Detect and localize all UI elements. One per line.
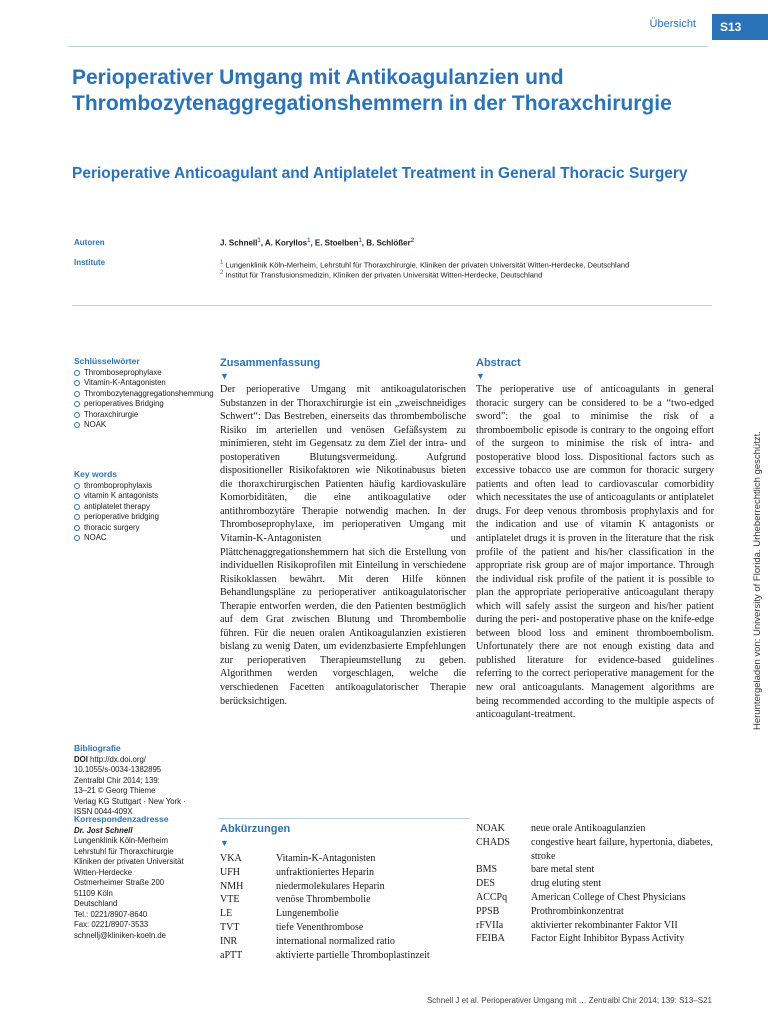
abbreviation-row — [220, 921, 470, 935]
abbr-key: CHADS — [476, 836, 510, 848]
keyword: Thrombozytenaggregationshemmung — [74, 389, 214, 400]
abbreviations-table-right — [476, 822, 716, 946]
abbreviations-heading: Abkürzungen — [220, 823, 291, 835]
author-affiliation: 1 — [307, 238, 311, 244]
address-line: Deutschland — [74, 899, 118, 908]
abbr-key: DES — [476, 878, 495, 890]
section-label: Übersicht — [649, 18, 696, 30]
abbr-key: ACCPq — [476, 891, 508, 903]
download-notice — [750, 350, 766, 730]
institute-number: 2 — [220, 270, 224, 276]
abbr-value: unfraktioniertes Heparin — [276, 866, 375, 878]
author-name: E. Stoelben — [314, 238, 359, 248]
keyword: perioperative bridging — [74, 512, 214, 523]
email-link[interactable]: schnellj@kliniken-koeln.de — [74, 930, 166, 940]
authors-label: Autoren — [74, 238, 105, 247]
abbr-key: TVT — [220, 921, 240, 933]
author-affiliation: 1 — [257, 238, 261, 244]
abbreviations-divider — [218, 818, 470, 819]
zusammenfassung-text: Der perioperative Umgang mit antikoagulatorischen Substanzen in der Thoraxchirurgie ist ein „zweischneidiges Schwert“: Das Bestreben, einerseits das thrombembolische Risiko im arteriellen und venösen Gefäßsystem zu minimieren, steht im Gegensatz zu dem Ziel der intra- und postoperativen Blutungsvermeidung. Aufgrund dispositioneller Risikofaktoren wie Nikotinabusus bieten die thoraxchirurgischen Patienten häufig kardiovaskuläre Komorbiditäten, die eine antikoagulative oder antithrombozytäre Therapie notwendig machen. In der Thromboseprophylaxe, im perioperativen Umgang mit Vitamin-K-Antagonisten und Plättchenaggregationshemmern hat sich die Erstellung von individuellen Risikoprofilen mit Einteilung in verschiedene Risikoklassen bewährt. Mit deren Hilfe können Behandlungspläne zu perioperativer antikoagulatorischer Therapie entworfen werden, die den Patienten bestmöglich auf dem Grat zwischen Blutung und Thrombembolie führen. Für die neuen oralen Antikoagulanzien existieren bislang zu wenig Daten, um evidenzbasierte Empfehlungen zur perioperativen Therapieumstellung zu geben. Algorithmen werden vorgeschlagen, welche die verschiedenen Facetten antikoagulatorischer Therapie berücksichtigen. — [220, 384, 466, 707]
bib-line: Zentralbl Chir 2014; 139: — [74, 775, 160, 785]
abbr-value: aktivierte partielle Thromboplastinzeit — [276, 949, 430, 961]
abbreviation-row — [476, 836, 716, 864]
address-line: Ostmerheimer Straße 200 — [74, 878, 165, 887]
abbreviations-table-left — [220, 852, 470, 962]
abbr-key: INR — [220, 935, 238, 947]
correspondence-name: Dr. Jost Schnell — [74, 825, 133, 835]
address-line: Witten-Herdecke — [74, 867, 133, 877]
abbr-key: NOAK — [476, 823, 505, 834]
institute-text: Institut für Transfusionsmedizin, Kliniken der privaten Universität Witten-Herdecke, Deutschland — [225, 270, 543, 280]
keyword: thromboprophylaxis — [74, 481, 214, 492]
abbr-key: PPSB — [476, 905, 500, 917]
header-rule — [68, 0, 708, 47]
bib-line: Verlag KG Stuttgart · New York · — [74, 796, 186, 806]
abbr-value: Vitamin-K-Antagonisten — [276, 853, 376, 864]
author-name: J. Schnell — [220, 238, 258, 248]
abstract-text: The perioperative use of anticoagulants in general thoracic surgery can be considered to be a “two-edged sword”: the goal to minimise the risk of a thromboembolic episode is contrary to the ongoing effort of the surgeon to minimise the risk of intra- and postoperative blood loss. Dispositional factors such as excessive tobacco use are common for thoracic surgery patients and often lead to cardiovascular comorbidity which necessitates the use of anticoagulants or antiplatelet drugs. For deep venous thrombosis prophylaxis and for the indication and use of vitamin K antagonists or antiplatelet drugs it is proven in the literature that the risk profile of the patient and his/her classification in the appropriate risk group are of major importance. Through the individual risk profile of the patient it is possible to plan the appropriate perioperative anticoagulant therapy which will safely assist the surgeon and his/her patient during the peri- and postoperative phase on the knife-edge between blood loss and eminent thromboembolism. Unfortunately there are not enough existing data and published literature for evidence-based guidelines referring to the correct perioperative management for the new oral anticoagulants. Management algorithms are being recommended according to the multiple aspects of anticoagulant-treatment. — [476, 384, 714, 721]
zusammenfassung-heading: Zusammenfassung — [220, 357, 321, 369]
abbreviation-row — [476, 877, 716, 891]
author-list: J. Schnell$^1$, A. Koryllos$^1$, E. Stoelben$^1$, B. Schlößer$^2$ — [220, 238, 415, 248]
abbr-value: drug eluting stent — [531, 878, 601, 890]
author-name: A. Koryllos — [264, 238, 308, 248]
institute-2 — [220, 268, 542, 281]
abbr-value: Lungenembolie — [276, 908, 339, 920]
keywords-de-heading: Schlüsselwörter — [74, 356, 140, 366]
abbreviation-row — [476, 863, 716, 877]
abbr-value: neue orale Antikoagulanzien — [531, 823, 646, 834]
abbreviation-row — [476, 891, 716, 905]
address-line: Lungenklinik Köln-Merheim — [74, 836, 169, 845]
correspondence-heading: Korrespondenzadresse — [74, 814, 169, 824]
bibliography — [74, 743, 214, 818]
abbreviation-row — [220, 880, 470, 894]
doi-link[interactable]: http://dx.doi.org/ — [90, 754, 146, 764]
abbreviation-row — [476, 905, 716, 919]
author-affiliation: 1 — [358, 238, 362, 244]
abbr-value: tiefe Venenthrombose — [276, 921, 364, 933]
abbr-key: rFVIIa — [476, 919, 504, 931]
institutes-label: Institute — [74, 258, 106, 267]
address-line: Lehrstuhl für Thoraxchirurgie — [74, 846, 174, 856]
institute-number: 1 — [220, 260, 224, 266]
abbr-key: UFH — [220, 866, 241, 878]
bib-line: 13–21 © Georg Thieme — [74, 786, 156, 795]
abbr-key: VKA — [220, 853, 242, 864]
abbreviation-row — [220, 935, 470, 949]
keyword: Thromboseprophylaxe — [74, 368, 214, 379]
keyword: thoracic surgery — [74, 523, 214, 534]
address-line: Kliniken der privaten Universität — [74, 857, 184, 866]
page-number-badge: S13 — [712, 14, 768, 40]
abbr-value: American College of Chest Physicians — [531, 891, 686, 903]
abbr-value: bare metal stent — [531, 864, 595, 876]
abbreviation-row — [476, 822, 716, 836]
keyword: vitamin K antagonists — [74, 491, 214, 502]
fax-line: Fax: 0221/8907-3533 — [74, 920, 149, 929]
institute-text: Lungenklinik Köln-Merheim, Lehrstuhl für Thoraxchirurgie, Kliniken der privaten Universität Witten-Herdecke, Deutschland — [225, 260, 630, 270]
abbr-value: aktivierter rekombinanter Faktor VII — [531, 919, 678, 931]
abbr-value: Prothrombinkonzentrat — [531, 905, 624, 917]
keyword: antiplatelet therapy — [74, 502, 214, 513]
download-notice-text: Heruntergeladen von: University of Florida. Urheberrechtlich geschützt. — [752, 431, 763, 730]
bib-line: 10.1055/s-0034-1382895 — [74, 765, 162, 774]
page-footer: Schnell J et al. Perioperativer Umgang mit … Zentralbl Chir 2014; 139: S13–S21 — [426, 996, 712, 1005]
bibliography-heading: Bibliografie — [74, 743, 121, 753]
abbr-value: niedermolekulares Heparin — [276, 880, 385, 892]
abbr-key: LE — [220, 908, 233, 920]
keywords-de — [74, 356, 214, 431]
address-line: 51109 Köln — [74, 888, 113, 898]
abbreviation-row — [476, 919, 716, 933]
abbreviation-row — [220, 866, 470, 880]
keywords-en — [74, 469, 214, 544]
bib-line: ISSN 0044-409X — [74, 807, 133, 816]
keywords-en-heading: Key words — [74, 469, 117, 479]
abbr-key: BMS — [476, 864, 498, 876]
abstract-heading: Abstract — [476, 357, 521, 369]
phone-line: Tel.: 0221/8907-8640 — [74, 909, 148, 919]
author-affiliation: 2 — [410, 238, 415, 244]
abbr-key: FEIBA — [476, 933, 505, 945]
keyword: Thoraxchirurgie — [74, 410, 214, 421]
abbr-value: international normalized ratio — [276, 935, 395, 947]
down-triangle-icon: ▼ — [220, 838, 229, 848]
abbreviation-row — [220, 852, 470, 866]
correspondence — [74, 814, 214, 941]
keyword: NOAK — [74, 420, 214, 431]
abbr-key: VTE — [220, 894, 240, 906]
abbr-value: congestive heart failure, hypertonia, diabetes, stroke — [531, 836, 713, 862]
article-subtitle: Perioperative Anticoagulant and Antiplatelet Treatment in General Thoracic Surgery — [72, 165, 688, 182]
abbr-value: Factor Eight Inhibitor Bypass Activity — [531, 933, 685, 945]
abbreviation-row — [220, 893, 470, 907]
abbreviation-row — [220, 949, 470, 963]
abbr-value: venöse Thrombembolie — [276, 894, 371, 906]
abbr-key: aPTT — [220, 949, 243, 961]
keyword: NOAC — [74, 533, 214, 544]
article-title: Perioperativer Umgang mit Antikoagulanzien und Thrombozytenaggregationshemmern in der Thoraxchirurgie — [72, 66, 672, 115]
down-triangle-icon: ▼ — [476, 371, 485, 381]
abbr-key: NMH — [220, 880, 244, 892]
author-name: B. Schlößer — [366, 238, 411, 248]
doi-label: DOI — [74, 754, 88, 764]
keyword: Vitamin-K-Antagonisten — [74, 378, 214, 389]
meta-divider — [72, 305, 712, 306]
down-triangle-icon: ▼ — [220, 371, 229, 381]
abbreviation-row — [476, 932, 716, 946]
keyword: perioperatives Bridging — [74, 399, 214, 410]
abbreviation-row — [220, 907, 470, 921]
